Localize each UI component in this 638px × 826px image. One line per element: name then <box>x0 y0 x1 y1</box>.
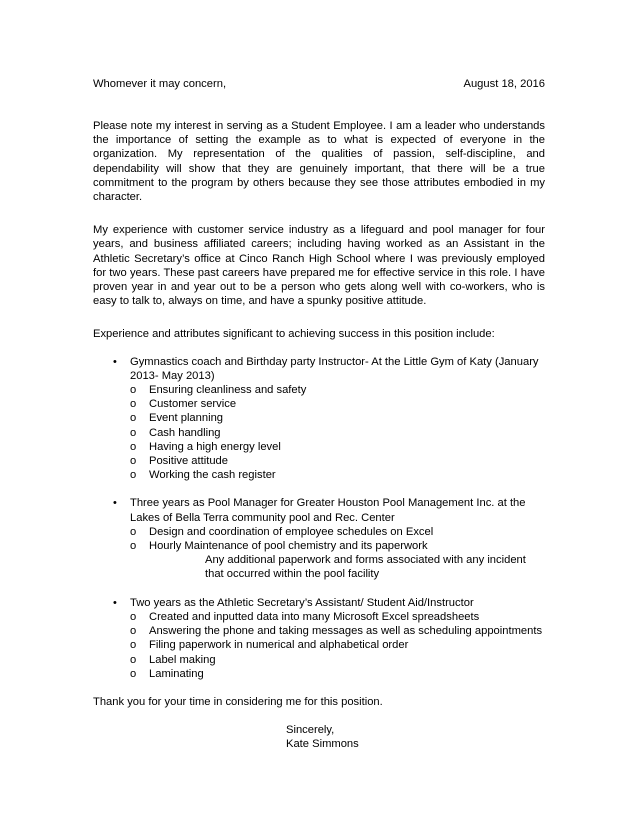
experience-paragraph: My experience with customer service industry as a lifeguard and pool manager for four years, and business affiliated careers; including having worked as an Assistant in the Athletic Secretary’s office at Cinco Ranch High School where I was previously employed for two years. These past careers have prepared me for effective service in this role. I have proven year in and year out to be a person who gets along well with co-workers, who is easy to talk to, always on time, and have a spunky positive attitude. <box>93 224 545 308</box>
sub-list <box>130 610 545 681</box>
sub-list-item: o Event planning <box>130 412 224 425</box>
sub-marker: o <box>130 610 137 623</box>
sub-list-item: o Filing paperwork in numerical and alphabetical order <box>130 639 409 652</box>
sub-marker: o <box>130 525 137 538</box>
experience-list <box>93 355 545 681</box>
list-item <box>93 496 545 581</box>
intro-paragraph: Please note my interest in serving as a Student Employee. I am a leader who understands the importance of setting the example as to what is expected of everyone in the organization. My representation of the qualities of passion, self-discipline, and dependability will show that they are genuinely important, that there will be a true commitment to the program by others because they see those attributes embodied in my character. <box>93 120 545 204</box>
sub-list-item: o Working the cash register <box>130 469 276 482</box>
sub-marker: o <box>130 440 137 453</box>
sub-list-item: o Cash handling <box>130 426 221 439</box>
sub-list-item: o Design and coordination of employee schedules on Excel <box>130 525 434 538</box>
list-item <box>93 596 545 681</box>
sub-marker: o <box>130 667 137 680</box>
signer-name: Kate Simmons <box>286 738 359 751</box>
sub-marker: o <box>130 540 137 553</box>
sub-list-item: o Ensuring cleanliness and safety <box>130 384 307 397</box>
sub-list-item: o Answering the phone and taking messages as well as scheduling appointments <box>130 625 543 638</box>
sub-list-item: o Hourly Maintenance of pool chemistry and its paperwork <box>130 540 428 553</box>
sub-list <box>130 525 545 553</box>
salutation: Whomever it may concern, <box>93 78 227 90</box>
sign-off: Sincerely, <box>286 724 335 737</box>
thank-you-line: Thank you for your time in considering me for this position. <box>93 695 383 708</box>
sub-marker: o <box>130 639 137 652</box>
sub-marker: o <box>130 455 137 468</box>
bullet-marker: • <box>113 497 117 510</box>
signature-block <box>93 723 545 751</box>
sub-marker: o <box>130 625 137 638</box>
letter-date: August 18, 2016 <box>463 78 545 90</box>
experience-title: Two years as the Athletic Secretary’s Assistant/ Student Aid/Instructor <box>130 596 474 609</box>
attributes-intro: Experience and attributes significant to achieving success in this position include: <box>93 328 495 341</box>
sub-list <box>130 383 545 482</box>
sub-marker: o <box>130 469 137 482</box>
sub-list-item: o Created and inputted data into many Microsoft Excel spreadsheets <box>130 610 480 623</box>
experience-title: Gymnastics coach and Birthday party Instructor- At the Little Gym of Katy (January 2013- May 2013) <box>130 355 539 382</box>
sub-list-item: o Customer service <box>130 398 237 411</box>
sub-list-item: o Label making <box>130 653 216 666</box>
experience-title: Three years as Pool Manager for Greater Houston Pool Management Inc. at the Lakes of Bella Terra community pool and Rec. Center <box>130 497 526 524</box>
sub-list-item: o Positive attitude <box>130 455 228 468</box>
bullet-marker: • <box>113 596 117 609</box>
letter-header <box>93 77 545 92</box>
sub-marker: o <box>130 398 137 411</box>
bullet-marker: • <box>113 355 117 368</box>
sub-list-item: o Having a high energy level <box>130 440 281 453</box>
letter <box>93 77 545 752</box>
sub-marker: o <box>130 426 137 439</box>
sub-marker: o <box>130 384 137 397</box>
sub-marker: o <box>130 412 137 425</box>
sub-marker: o <box>130 653 137 666</box>
sub-note: Any additional paperwork and forms associated with any incident that occurred within the pool facility <box>205 554 526 581</box>
list-item <box>93 355 545 483</box>
sub-list-item: o Laminating <box>130 667 204 680</box>
